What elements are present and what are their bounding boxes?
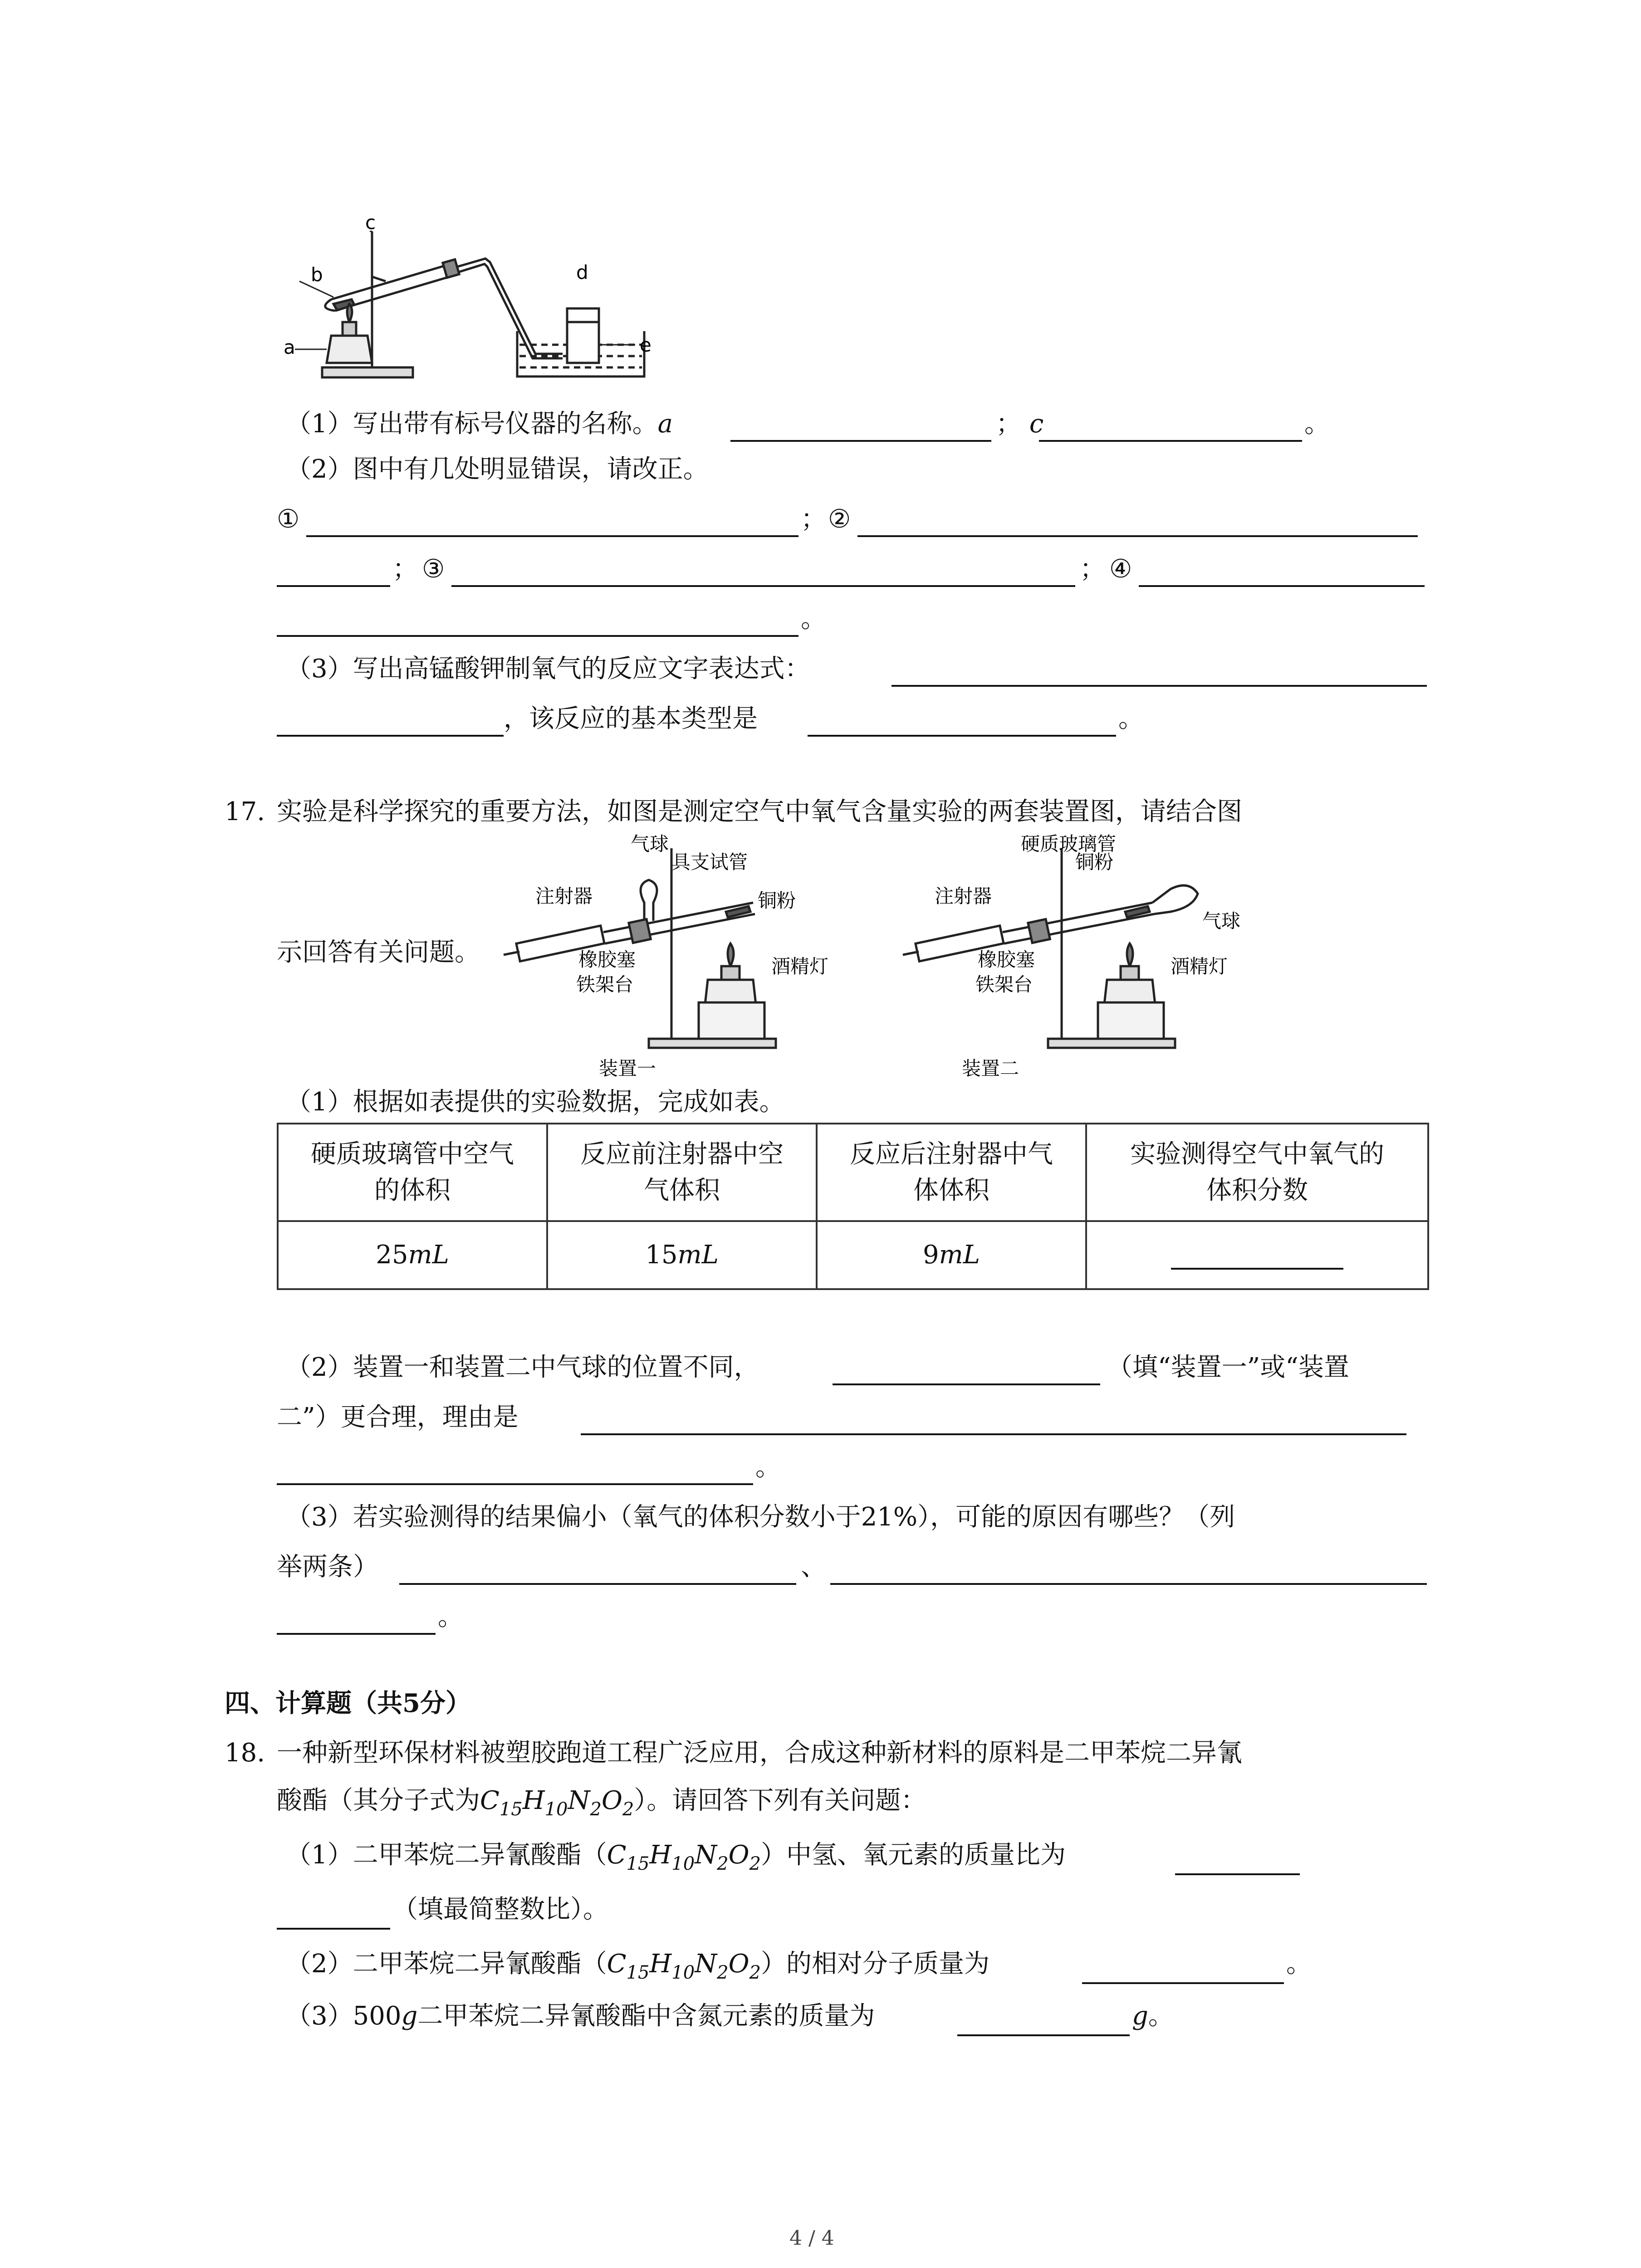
answer-blank-a[interactable] — [730, 440, 991, 442]
caption-apparatus-1: 装置一 — [599, 1057, 656, 1080]
table-header: 实验测得空气中氧气的 体积分数 — [1086, 1124, 1428, 1221]
label-b: b — [311, 264, 323, 286]
label-iron-stand: 铁架台 — [576, 973, 634, 996]
punct: 、 — [801, 1552, 826, 1582]
table-header: 反应前注射器中空 气体积 — [547, 1124, 817, 1221]
data-table — [277, 1123, 1429, 1290]
label-alcohol-lamp: 酒精灯 — [771, 955, 829, 978]
punct: 。 — [801, 604, 826, 634]
answer-blank-1[interactable] — [306, 535, 798, 537]
punct: ； — [1080, 554, 1105, 584]
q17-intro: 实验是科学探究的重要方法，如图是测定空气中氧气含量实验的两套装置图，请结合图 — [277, 797, 1242, 826]
formula: $C_{15}H_{10}N_2O_2$ — [480, 1786, 634, 1820]
answer-cell-oxygen-fraction[interactable] — [1086, 1221, 1428, 1289]
answer-blank-3[interactable] — [451, 585, 1075, 587]
formula: $C_{15}H_{10}N_2O_2$ — [607, 1949, 761, 1983]
q17-intro-cont: 示回答有关问题。 — [277, 938, 480, 967]
answer-blank-mass-ratio-cont[interactable] — [277, 1928, 390, 1930]
answer-blank-better-device[interactable] — [833, 1383, 1100, 1385]
answer-blank-2-cont[interactable] — [277, 585, 390, 587]
answer-blank-c[interactable] — [1039, 440, 1302, 442]
answer-blank-reason-cont[interactable] — [277, 1483, 753, 1485]
answer-blank-4-cont[interactable] — [277, 635, 798, 637]
page-number: 4 / 4 — [789, 2227, 834, 2250]
label-syringe: 注射器 — [535, 885, 593, 907]
q18-part1: （1）二甲苯烷二异氰酸酯$(C_{15}H_{10}N_2O_2)$中氢、氧元素的质量比为 — [286, 1840, 1066, 1874]
label-copper-powder: 铜粉 — [758, 890, 796, 912]
table-cell: 25mL — [278, 1221, 547, 1289]
punct: 。 — [755, 1452, 781, 1482]
q18-intro-cont: 酸酯（其分子式为$C_{15}H_{10}N_2O_2$）。请回答下列有关问题： — [277, 1786, 926, 1820]
figure-kmno4-apparatus — [272, 213, 681, 395]
figure-apparatus-2 — [898, 830, 1252, 1084]
table-header: 反应后注射器中气 体体积 — [817, 1124, 1086, 1221]
q18-part3: （3）500g二甲苯烷二异氰酸酯中含氮元素的质量为 — [286, 2001, 875, 2031]
answer-blank-expression[interactable] — [892, 685, 1427, 687]
question-number-18: 18. — [225, 1738, 265, 1768]
q17-part3-cont: 举两条） — [277, 1552, 378, 1582]
punct: 。 — [1286, 1949, 1312, 1979]
label-e: e — [640, 334, 652, 356]
label-side-arm-tube: 具支试管 — [671, 851, 748, 873]
label-rubber-stopper: 橡胶塞 — [978, 948, 1035, 971]
label-balloon: 气球 — [631, 833, 669, 855]
caption-apparatus-2: 装置二 — [962, 1057, 1019, 1080]
answer-blank-4[interactable] — [1139, 585, 1425, 587]
label-c: c — [365, 213, 376, 234]
label-rubber-stopper: 橡胶塞 — [578, 948, 636, 971]
q17-part3: （3）若实验测得的结果偏小（氧气的体积分数小于21%），可能的原因有哪些？（列 — [286, 1502, 1235, 1532]
label-hard-glass-tube: 硬质玻璃管 — [1021, 833, 1117, 855]
q16-part2: （2）图中有几处明显错误，请改正。 — [286, 455, 709, 484]
question-number-17: 17. — [225, 797, 265, 826]
q18-part1-hint: （填最简整数比）。 — [392, 1895, 608, 1924]
figure-apparatus-1 — [499, 830, 853, 1084]
answer-blank-reaction-type[interactable] — [808, 735, 1116, 737]
q16-part1: （1）写出带有标号仪器的名称。a — [286, 409, 673, 439]
punct: 。 — [1118, 704, 1144, 733]
answer-blank-molar-mass[interactable] — [1082, 1982, 1284, 1984]
answer-blank-mass-ratio[interactable] — [1175, 1873, 1300, 1875]
label-a: a — [284, 336, 295, 358]
marker-4: ④ — [1109, 554, 1132, 584]
formula: $C_{15}H_{10}N_2O_2$ — [607, 1840, 761, 1874]
punct: ； — [392, 554, 418, 584]
q18-part3-unit: g。 — [1132, 2001, 1174, 2031]
punct: ； — [801, 504, 826, 534]
table-cell: 9mL — [817, 1221, 1086, 1289]
q16-part1-c: ； c — [996, 409, 1044, 439]
q18-part2: （2）二甲苯烷二异氰酸酯$(C_{15}H_{10}N_2O_2)$的相对分子质量为 — [286, 1949, 989, 1983]
label-syringe: 注射器 — [935, 885, 992, 907]
label-balloon: 气球 — [1202, 910, 1241, 932]
q17-part2-hint: （填“装置一”或“装置 — [1107, 1353, 1349, 1382]
answer-blank-cause-2-cont[interactable] — [277, 1633, 436, 1635]
marker-3: ③ — [422, 554, 445, 584]
section-title: 四、计算题（共5分） — [225, 1688, 471, 1718]
answer-blank-cause-1[interactable] — [399, 1583, 796, 1585]
answer-blank-cause-2[interactable] — [830, 1583, 1427, 1585]
marker-1: ① — [277, 504, 300, 534]
answer-blank-2[interactable] — [857, 535, 1418, 537]
punct: 。 — [1304, 409, 1330, 439]
label-iron-stand: 铁架台 — [975, 973, 1033, 996]
punct: 。 — [438, 1602, 463, 1632]
marker-2: ② — [828, 504, 851, 534]
label-copper-powder: 铜粉 — [1075, 851, 1114, 873]
q17-part2: （2）装置一和装置二中气球的位置不同， — [286, 1353, 759, 1382]
q18-intro: 一种新型环保材料被塑胶跑道工程广泛应用，合成这种新材料的原料是二甲苯烷二异氰 — [277, 1738, 1242, 1768]
label-d: d — [576, 261, 588, 284]
q17-part1: （1）根据如表提供的实验数据，完成如表。 — [286, 1087, 785, 1117]
label-alcohol-lamp: 酒精灯 — [1171, 955, 1228, 978]
q16-part3: （3）写出高锰酸钾制氧气的反应文字表达式： — [286, 654, 810, 684]
table-header: 硬质玻璃管中空气 的体积 — [278, 1124, 547, 1221]
answer-blank-reason[interactable] — [581, 1433, 1406, 1435]
answer-blank-nitrogen-mass[interactable] — [957, 2034, 1130, 2036]
q16-part3-type-label: ，该反应的基本类型是 — [504, 704, 758, 733]
table-cell: 15mL — [547, 1221, 817, 1289]
q17-part2-cont: 二”）更合理，理由是 — [277, 1403, 519, 1432]
answer-blank-expression-cont[interactable] — [277, 735, 504, 737]
